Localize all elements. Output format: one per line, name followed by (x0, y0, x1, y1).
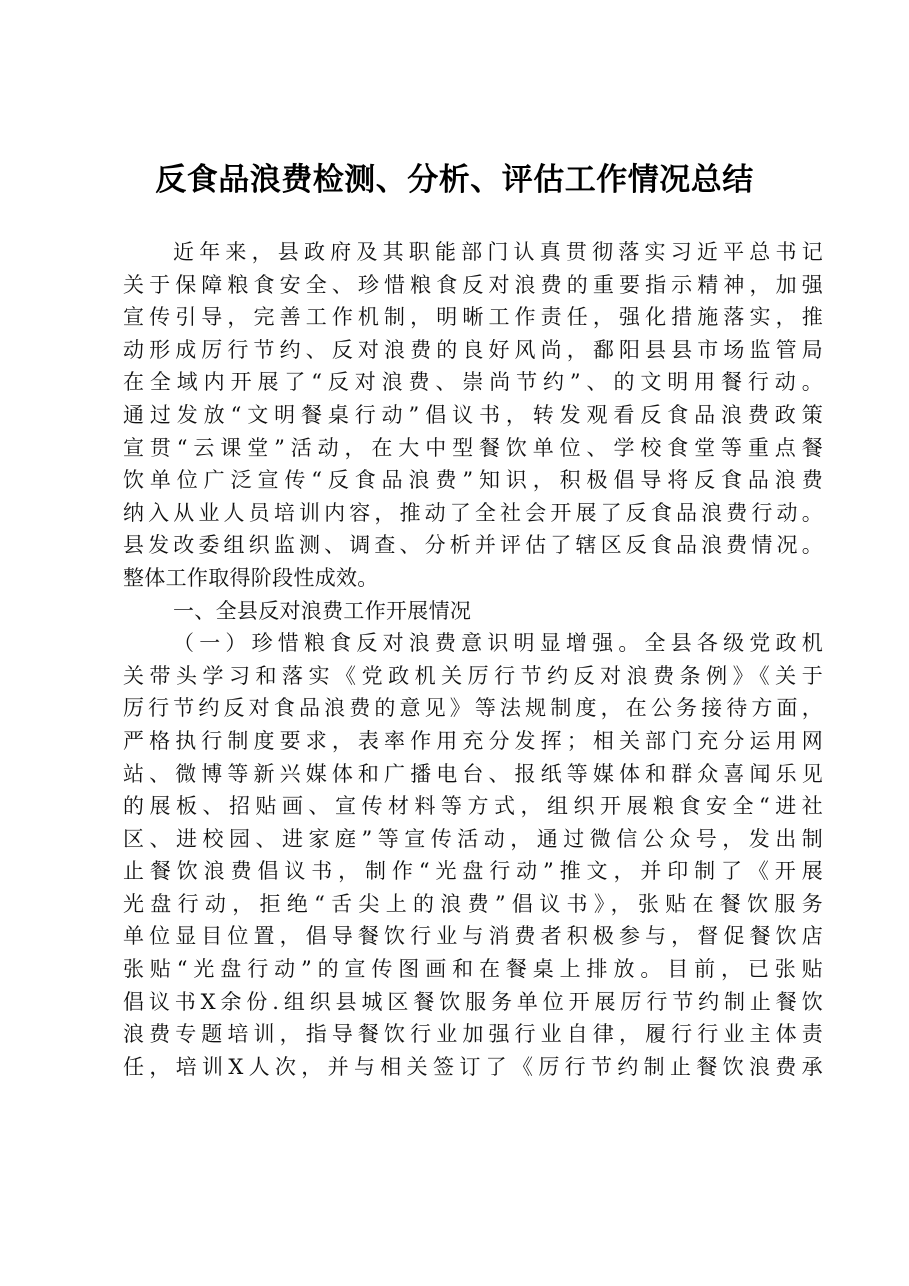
section-heading: 一、全县反对浪费工作开展情况 (173, 598, 472, 623)
body-line: 宣贯“云课堂”活动，在大中型餐饮单位、学校食堂等重点餐 (123, 435, 823, 460)
body-line: 止餐饮浪费倡议书，制作“光盘行动”推文，并印制了《开展 (123, 859, 823, 884)
body-line: （一）珍惜粮食反对浪费意识明显增强。全县各级党政机 (173, 631, 823, 656)
body-line: 纳入从业人员培训内容，推动了全社会开展了反食品浪费行动。 (123, 500, 823, 525)
body-line: 饮单位广泛宣传“反食品浪费”知识，积极倡导将反食品浪费 (123, 468, 823, 493)
body-line: 在全域内开展了“反对浪费、崇尚节约”、的文明用餐行动。 (123, 370, 823, 395)
body-line: 站、微博等新兴媒体和广播电台、报纸等媒体和群众喜闻乐见 (123, 761, 823, 786)
body-line: 厉行节约反对食品浪费的意见》等法规制度，在公务接待方面， (123, 696, 823, 721)
body-line: 整体工作取得阶段性成效。 (123, 565, 379, 590)
body-line: 通过发放“文明餐桌行动”倡议书，转发观看反食品浪费政策 (123, 402, 823, 427)
document-title: 反食品浪费检测、分析、评估工作情况总结 (155, 162, 754, 198)
body-line: 浪费专题培训，指导餐饮行业加强行业自律，履行行业主体责 (123, 1022, 823, 1047)
body-line: 关带头学习和落实《党政机关厉行节约反对浪费条例》《关于 (123, 663, 823, 688)
body-line: 张贴“光盘行动”的宣传图画和在餐桌上排放。目前，已张贴 (123, 957, 823, 982)
body-line: 光盘行动，拒绝“舌尖上的浪费”倡议书》，张贴在餐饮服务 (123, 891, 823, 916)
body-line: 倡议书X余份.组织县城区餐饮服务单位开展厉行节约制止餐饮 (123, 989, 823, 1014)
body-line: 关于保障粮食安全、珍惜粮食反对浪费的重要指示精神，加强 (123, 272, 823, 297)
body-line: 单位显目位置，倡导餐饮行业与消费者积极参与，督促餐饮店 (123, 924, 823, 949)
body-line: 县发改委组织监测、调查、分析并评估了辖区反食品浪费情况。 (123, 533, 823, 558)
body-line: 宣传引导，完善工作机制，明晰工作责任，强化措施落实，推 (123, 305, 823, 330)
body-line: 任，培训X人次，并与相关签订了《厉行节约制止餐饮浪费承 (123, 1054, 823, 1079)
body-line: 严格执行制度要求，表率作用充分发挥；相关部门充分运用网 (123, 728, 823, 753)
body-line: 区、进校园、进家庭”等宣传活动，通过微信公众号，发出制 (123, 826, 823, 851)
body-line: 动形成厉行节约、反对浪费的良好风尚，鄱阳县县市场监管局 (123, 337, 823, 362)
body-line: 的展板、招贴画、宣传材料等方式，组织开展粮食安全“进社 (123, 794, 823, 819)
body-line: 近年来，县政府及其职能部门认真贯彻落实习近平总书记 (173, 240, 823, 264)
document-body (123, 236, 823, 1083)
